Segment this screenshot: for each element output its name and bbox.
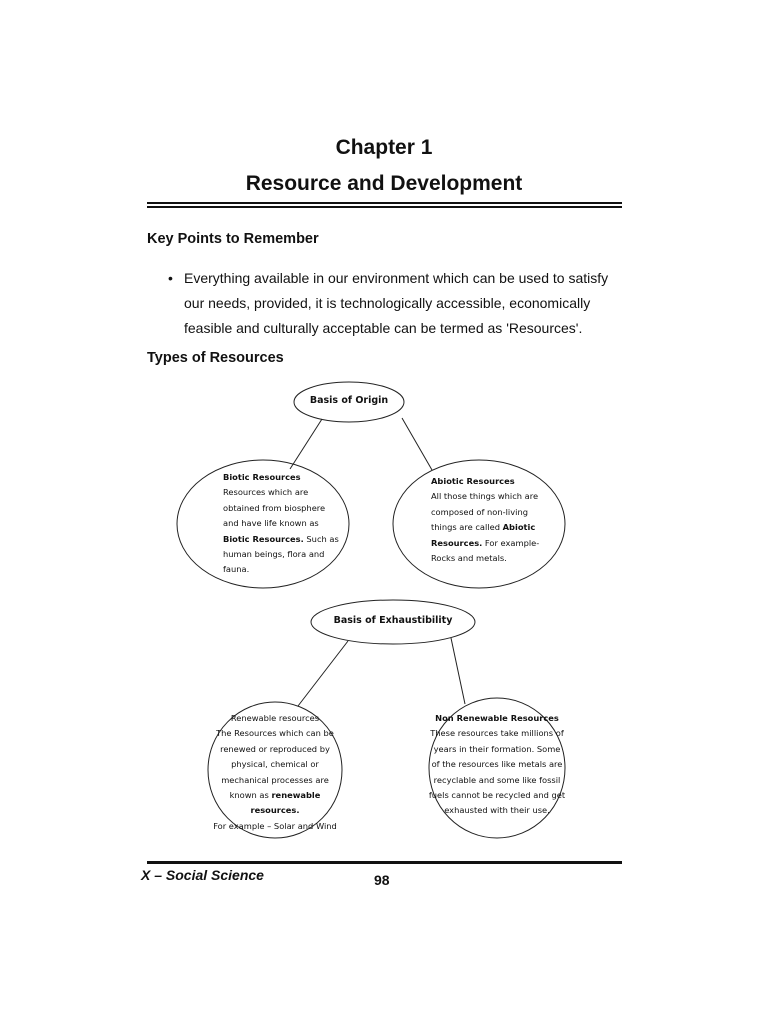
renewable-line-6: For example – Solar and Wind xyxy=(213,820,337,831)
non-renewable-line-2: years in their formation. Some xyxy=(433,743,561,754)
biotic-after-bold: Such as xyxy=(303,533,339,544)
connector-origin-biotic xyxy=(290,419,322,469)
abiotic-resources-text xyxy=(431,474,561,566)
connector-exhaustibility-nonrenewable xyxy=(451,638,465,704)
biotic-resources-text xyxy=(223,470,353,578)
footer-subject: X – Social Science xyxy=(141,867,264,883)
types-heading: Types of Resources xyxy=(147,350,284,366)
renewable-line-1: The Resources which can be xyxy=(216,728,334,739)
renewable-resources-text xyxy=(205,711,345,834)
biotic-line-1: Resources which are xyxy=(223,487,309,498)
renewable-line-5 xyxy=(205,788,345,819)
non-renewable-resources-text xyxy=(427,711,567,819)
basis-of-origin-label: Basis of Origin xyxy=(309,395,389,406)
bullet-dot: • xyxy=(168,270,173,286)
page-number: 98 xyxy=(374,872,390,888)
biotic-line-4 xyxy=(223,532,353,547)
abiotic-title: Abiotic Resources xyxy=(431,476,515,486)
abiotic-line-5: Rocks and metals. xyxy=(431,553,507,564)
biotic-line-3: and have life known as xyxy=(223,518,319,529)
abiotic-after-bold: For example- xyxy=(482,537,540,548)
non-renewable-title: Non Renewable Resources xyxy=(435,713,559,723)
chapter-number: Chapter 1 xyxy=(335,136,433,159)
renewable-line-2: renewed or reproduced by xyxy=(220,743,330,754)
abiotic-line-1: All those things which are xyxy=(431,491,539,502)
renewable-title: Renewable resources xyxy=(230,713,320,723)
connector-origin-abiotic xyxy=(402,418,432,470)
bullet-line-2: our needs, provided, it is technologically accessible, economically xyxy=(184,295,591,311)
non-renewable-line-4: recyclable and some like fossil xyxy=(433,774,561,785)
basis-of-exhaustibility-label: Basis of Exhaustibility xyxy=(333,615,453,626)
abiotic-line-3 xyxy=(431,520,561,535)
biotic-line-6: fauna. xyxy=(223,564,250,575)
key-points-heading: Key Points to Remember xyxy=(147,231,319,247)
renewable-line-4: mechanical processes are xyxy=(221,774,329,785)
renewable-line-3: physical, chemical or xyxy=(231,759,319,770)
connector-exhaustibility-renewable xyxy=(298,641,348,706)
non-renewable-line-6: exhausted with their use. xyxy=(444,805,550,816)
footer-rule xyxy=(147,861,622,864)
non-renewable-line-3: of the resources like metals are xyxy=(431,759,563,770)
renewable-bold-term: renewable resources. xyxy=(250,790,321,816)
biotic-line-5: human beings, flora and xyxy=(223,549,325,560)
chapter-title: Resource and Development xyxy=(245,172,523,195)
abiotic-bold-term: Abiotic xyxy=(502,522,536,533)
bullet-line-3: feasible and culturally acceptable can be termed as 'Resources'. xyxy=(184,320,583,336)
renewable-pre-bold: known as xyxy=(229,790,272,801)
non-renewable-line-1: These resources take millions of xyxy=(430,728,564,739)
biotic-title: Biotic Resources xyxy=(223,472,301,482)
abiotic-line-4 xyxy=(431,536,561,551)
abiotic-pre-bold: things are called xyxy=(431,522,503,533)
biotic-line-2: obtained from biosphere xyxy=(223,502,326,513)
biotic-bold-term: Biotic Resources. xyxy=(223,533,304,544)
abiotic-bold-term-2: Resources. xyxy=(431,537,483,548)
bullet-line-1: Everything available in our environment which can be used to satisfy xyxy=(184,270,609,286)
abiotic-line-2: composed of non-living xyxy=(431,506,528,517)
non-renewable-line-5: fuels cannot be recycled and get xyxy=(428,790,566,801)
